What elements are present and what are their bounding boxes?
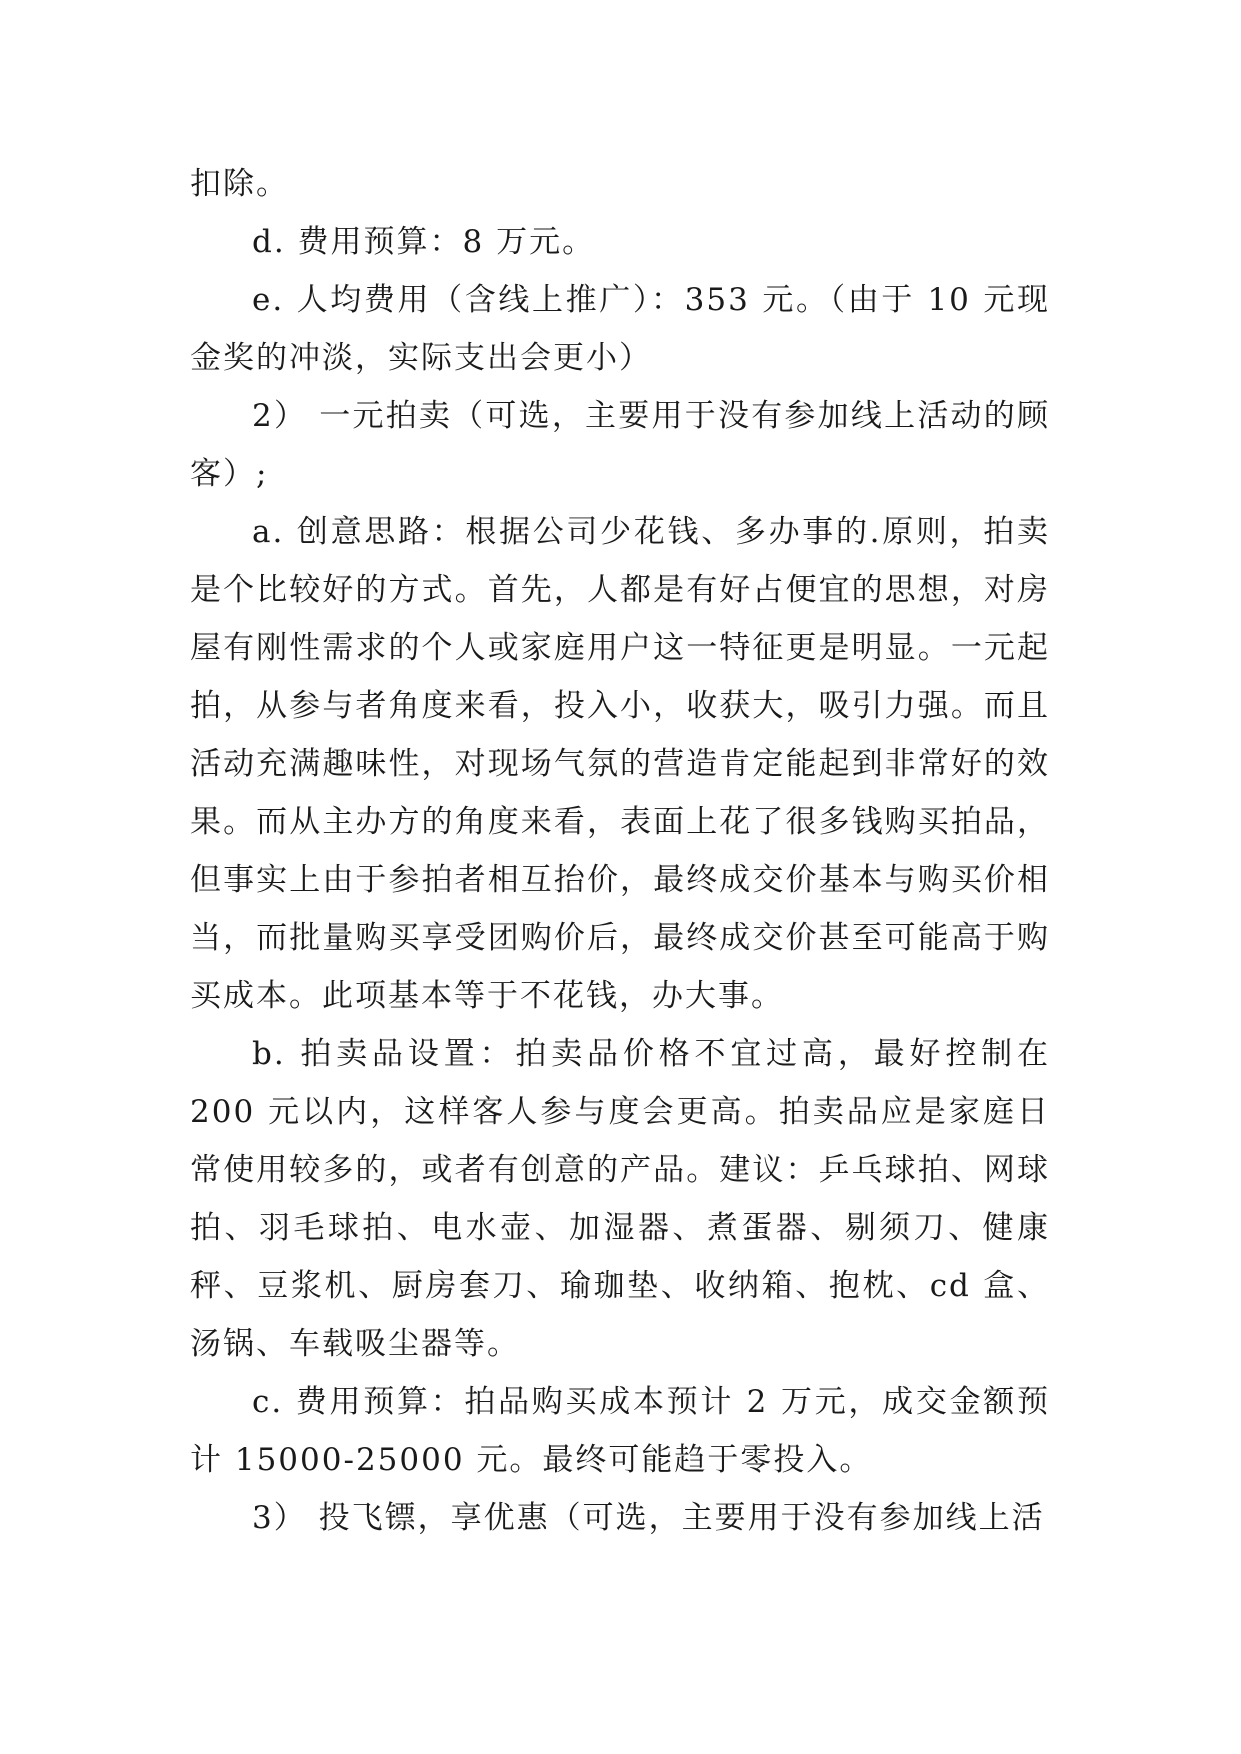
paragraph-continuation: 扣除。 <box>190 166 289 202</box>
paragraph-section-darts: 3） 投飞镖，享优惠（可选，主要用于没有参加线上活 <box>252 1500 1045 1536</box>
paragraph-cost-budget-c: c. 费用预算：拍品购买成本预计 2 万元，成交金额预计 15000-25000 元。最终可能趋于零投入。 <box>190 1384 1050 1478</box>
paragraph-cost-budget-d: d. 费用预算：8 万元。 <box>252 224 596 260</box>
paragraph-section-one-yuan-auction: 2） 一元拍卖（可选，主要用于没有参加线上活动的顾客）; <box>190 398 1050 492</box>
paragraph-creative-idea-a: a. 创意思路：根据公司少花钱、多办事的.原则，拍卖是个比较好的方式。首先，人都是有好占便宜的思想，对房屋有刚性需求的个人或家庭用户这一特征更是明显。一元起拍，从参与者角度来看，投入小，收获大，吸引力强。而且活动充满趣味性，对现场气氛的营造肯定能起到非常好的效果。而从主办方的角度来看，表面上花了很多钱购买拍品，但事实上由于参拍者相互抬价，最终成交价基本与购买价相当，而批量购买享受团购价后，最终成交价甚至可能高于购买成本。此项基本等于不花钱，办大事。 <box>190 514 1050 1014</box>
paragraph-auction-items-b: b. 拍卖品设置：拍卖品价格不宜过高，最好控制在 200 元以内，这样客人参与度会更高。拍卖品应是家庭日常使用较多的，或者有创意的产品。建议：乒乓球拍、网球拍、羽毛球拍、电水壶、加湿器、煮蛋器、剔须刀、健康秤、豆浆机、厨房套刀、瑜珈垫、收纳箱、抱枕、cd 盒、汤锅、车载吸尘器等。 <box>190 1036 1050 1362</box>
paragraph-per-capita-cost-e: e. 人均费用（含线上推广）：353 元。（由于 10 元现金奖的冲淡，实际支出会更小） <box>190 282 1050 376</box>
body-text <box>190 155 1050 1547</box>
